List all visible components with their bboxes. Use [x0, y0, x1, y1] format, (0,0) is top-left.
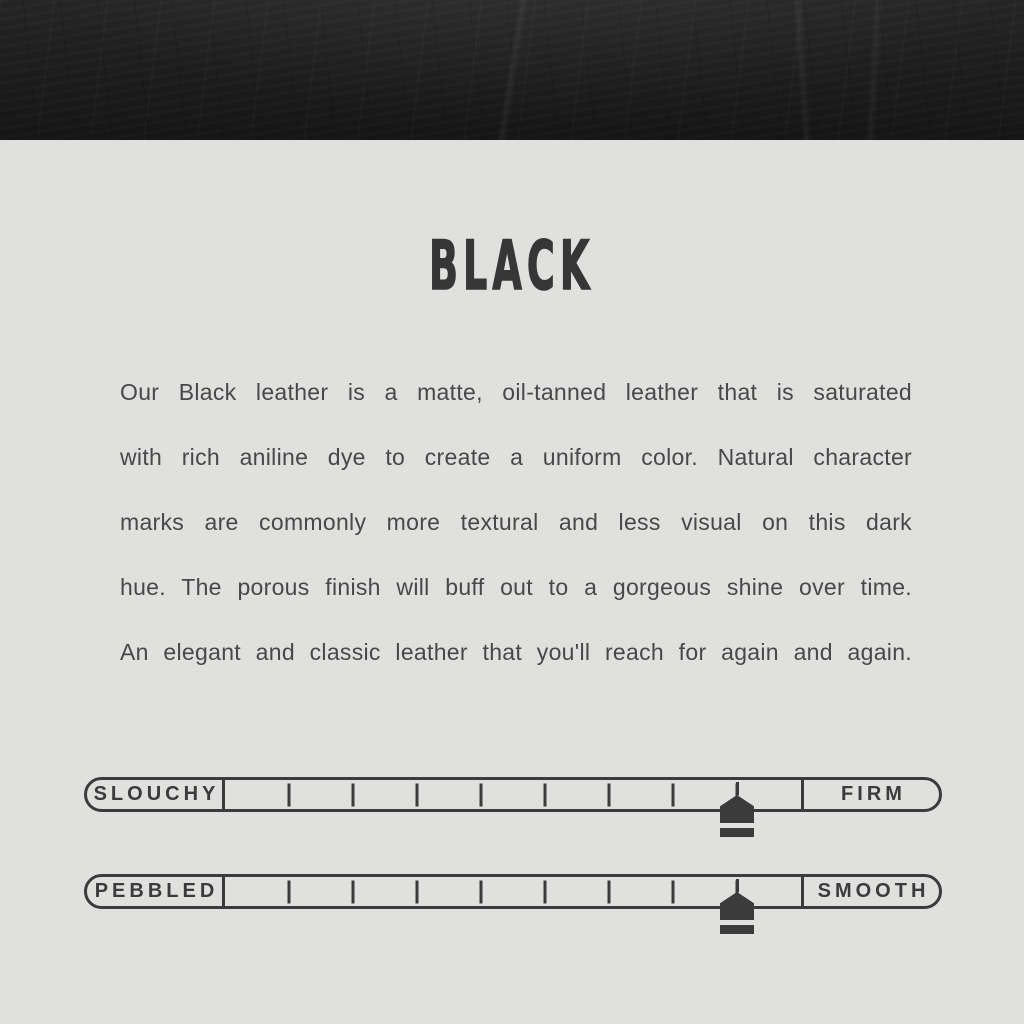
- marker-pointer-icon: [720, 795, 754, 823]
- scale-left-label: PEBBLED: [87, 877, 225, 906]
- scale-tick: [480, 783, 483, 806]
- scale-tick: [416, 880, 419, 903]
- marker-base-icon: [720, 925, 754, 934]
- description-line: with rich aniline dye to create a uniform color. Natural character: [120, 444, 912, 470]
- marker-stem-icon: [736, 782, 739, 795]
- scale-tick: [288, 783, 291, 806]
- marker-base-icon: [720, 828, 754, 837]
- scale-tick: [544, 880, 547, 903]
- scale-tick: [672, 880, 675, 903]
- scale-tick: [608, 880, 611, 903]
- scale-pebbled-smooth: [84, 874, 942, 909]
- description-line: marks are commonly more textural and less visual on this dark: [120, 509, 912, 535]
- scale-tick: [288, 880, 291, 903]
- description-line: An elegant and classic leather that you'll reach for again and again.: [120, 639, 912, 665]
- scale-tick: [416, 783, 419, 806]
- description-line: Our Black leather is a matte, oil-tanned leather that is saturated: [120, 379, 912, 405]
- page-title-text: BLACK: [429, 227, 595, 306]
- scale-tick-area: [225, 877, 801, 906]
- scale-tick: [352, 880, 355, 903]
- scale-tick: [608, 783, 611, 806]
- leather-texture-banner: [0, 0, 1024, 140]
- scale-tick-area: [225, 780, 801, 809]
- scale-right-label: SMOOTH: [801, 877, 939, 906]
- marker-pointer-icon: [720, 892, 754, 920]
- scale-left-label: SLOUCHY: [87, 780, 225, 809]
- scale-marker[interactable]: [720, 879, 754, 934]
- scale-tick: [544, 783, 547, 806]
- scale-right-label: FIRM: [801, 780, 939, 809]
- scale-tick: [672, 783, 675, 806]
- scale-marker[interactable]: [720, 782, 754, 837]
- scale-tick: [352, 783, 355, 806]
- scale-slouchy-firm: [84, 777, 942, 812]
- scale-tick: [480, 880, 483, 903]
- description: [120, 360, 912, 685]
- page-title: [0, 227, 1024, 306]
- description-line: hue. The porous finish will buff out to a gorgeous shine over time.: [120, 574, 912, 600]
- scale-track: [84, 874, 942, 909]
- scale-track: [84, 777, 942, 812]
- marker-stem-icon: [736, 879, 739, 892]
